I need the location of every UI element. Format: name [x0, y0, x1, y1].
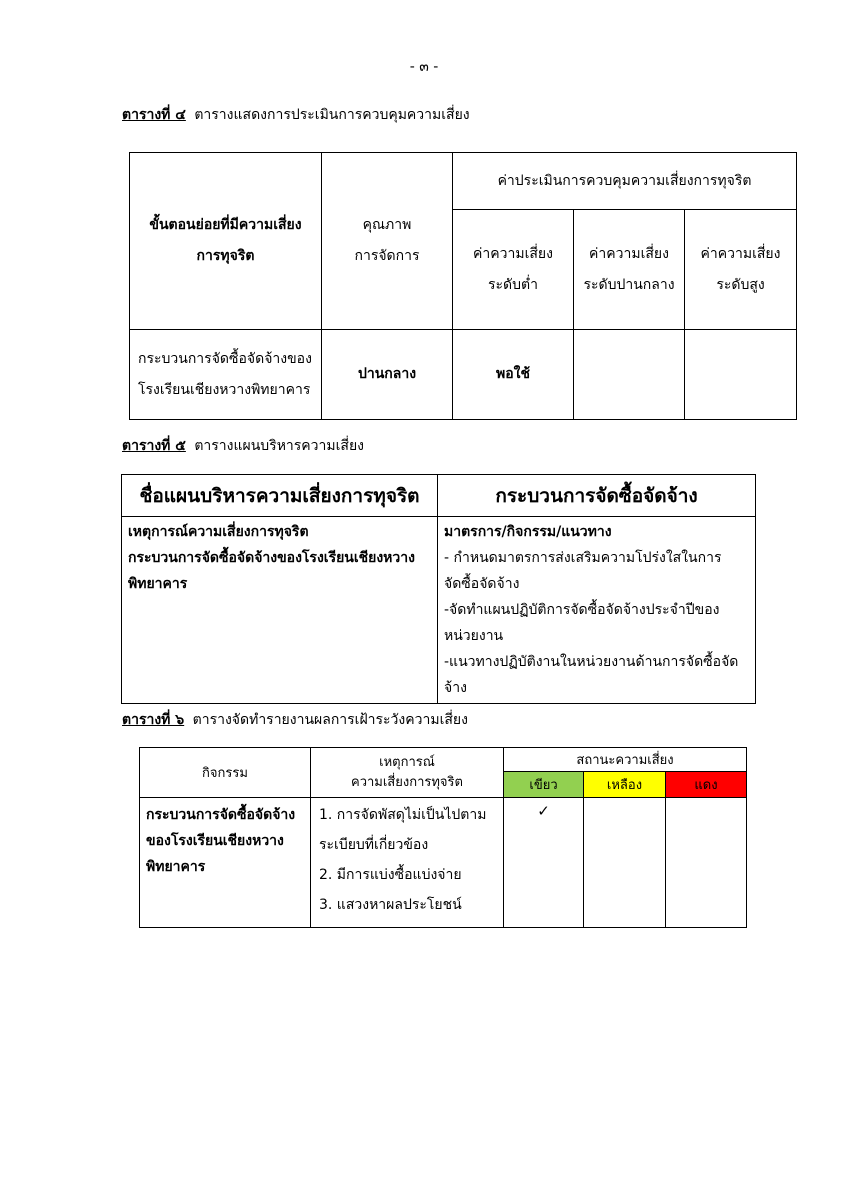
- measure-line: - กำหนดมาตรการส่งเสริมความโปร่งใสในการ: [444, 550, 722, 566]
- header-low-risk-line1: ค่าความเสี่ยง: [473, 245, 553, 262]
- risk-event-line2: กระบวนการจัดซื้อจัดจ้างของโรงเรียนเชียงหวาง: [128, 550, 415, 566]
- activity-line: พิทยาคาร: [146, 859, 206, 875]
- row-management-quality: ปานกลาง: [322, 330, 453, 420]
- row-risk-step-line2: โรงเรียนเชียงหวางพิทยาคาร: [138, 381, 311, 398]
- status-red-header: แดง: [666, 772, 747, 798]
- table6-caption-title: ตารางจัดทำรายงานผลการเฝ้าระวังความเสี่ยง: [192, 712, 468, 728]
- header-management-quality: [322, 153, 453, 330]
- risk-event-cell: [122, 517, 438, 704]
- header-high-risk: [685, 210, 797, 330]
- row-medium-risk-value: [574, 330, 685, 420]
- activity-line: ของโรงเรียนเชียงหวาง: [146, 833, 284, 849]
- measure-line: หน่วยงาน: [444, 628, 504, 644]
- procurement-process-header: กระบวนการจัดซื้อจัดจ้าง: [438, 475, 756, 517]
- yellow-status-cell: [584, 798, 666, 928]
- risk-event-header: [311, 748, 504, 798]
- risk-event-header-line1: เหตุการณ์: [379, 754, 435, 770]
- header-management-quality-line1: คุณภาพ: [362, 217, 412, 233]
- header-risk-step-line2: การทุจริต: [196, 248, 255, 264]
- green-status-cell: ✓: [504, 798, 584, 928]
- row-low-risk-value: พอใช้: [453, 330, 574, 420]
- header-high-risk-line2: ระดับสูง: [716, 276, 765, 293]
- risk-event-item: 2. มีการแบ่งซื้อแบ่งจ่าย: [319, 867, 462, 883]
- header-medium-risk-line1: ค่าความเสี่ยง: [589, 245, 669, 262]
- risk-event-line3: พิทยาคาร: [128, 576, 188, 592]
- table4-caption-title: ตารางแสดงการประเมินการควบคุมความเสี่ยง: [194, 107, 470, 123]
- table5-caption-number: ตารางที่ ๕: [122, 438, 186, 454]
- table6-caption-number: ตารางที่ ๖: [122, 712, 185, 728]
- red-status-cell: [666, 798, 747, 928]
- risk-status-header: สถานะความเสี่ยง: [504, 748, 747, 772]
- table4-caption-number: ตารางที่ ๔: [122, 107, 186, 123]
- row-risk-step: [130, 330, 322, 420]
- table6-caption: [122, 709, 468, 731]
- risk-event-item: ระเบียบที่เกี่ยวข้อง: [319, 837, 429, 853]
- header-management-quality-line2: การจัดการ: [354, 248, 420, 264]
- risk-event-item: 3. แสวงหาผลประโยชน์: [319, 897, 462, 913]
- plan-name-header: ชื่อแผนบริหารความเสี่ยงการทุจริต: [122, 475, 438, 517]
- header-risk-step: [130, 153, 322, 330]
- risk-monitoring-report-table: [139, 747, 747, 928]
- activity-line: กระบวนการจัดซื้อจัดจ้าง: [146, 807, 296, 823]
- header-evaluation: ค่าประเมินการควบคุมความเสี่ยงการทุจริต: [453, 153, 797, 210]
- risk-management-plan-table: [121, 474, 756, 704]
- header-medium-risk-line2: ระดับปานกลาง: [583, 276, 675, 293]
- status-yellow-header: เหลือง: [584, 772, 666, 798]
- risk-event-header-line2: ความเสี่ยงการทุจริต: [351, 774, 463, 790]
- table5-caption: [122, 435, 364, 457]
- risk-event-heading: เหตุการณ์ความเสี่ยงการทุจริต: [128, 524, 309, 540]
- header-low-risk-line2: ระดับต่ำ: [488, 276, 538, 293]
- header-medium-risk: [574, 210, 685, 330]
- measure-line: -แนวทางปฏิบัติงานในหน่วยงานด้านการจัดซื้อจัด: [444, 654, 739, 670]
- table4-caption: [122, 104, 470, 126]
- activity-header: กิจกรรม: [140, 748, 311, 798]
- row-risk-step-line1: กระบวนการจัดซื้อจัดจ้างของ: [138, 350, 312, 367]
- header-low-risk: [453, 210, 574, 330]
- measure-line: จ้าง: [444, 680, 467, 696]
- status-green-header: เขียว: [504, 772, 584, 798]
- risk-events-cell: [311, 798, 504, 928]
- row-high-risk-value: [685, 330, 797, 420]
- measures-cell: [438, 517, 756, 704]
- measure-line: -จัดทำแผนปฏิบัติการจัดซื้อจัดจ้างประจำปีของ: [444, 602, 720, 618]
- activity-cell: [140, 798, 311, 928]
- risk-event-item: 1. การจัดพัสดุไม่เป็นไปตาม: [319, 807, 487, 823]
- measure-line: จัดซื้อจัดจ้าง: [444, 576, 520, 592]
- risk-control-evaluation-table: [129, 152, 797, 420]
- table5-caption-title: ตารางแผนบริหารความเสี่ยง: [194, 438, 364, 454]
- measures-heading: มาตรการ/กิจกรรม/แนวทาง: [444, 524, 612, 540]
- header-high-risk-line1: ค่าความเสี่ยง: [700, 245, 781, 262]
- header-risk-step-line1: ขั้นตอนย่อยที่มีความเสี่ยง: [149, 217, 302, 233]
- page-number: - ๓ -: [409, 59, 439, 75]
